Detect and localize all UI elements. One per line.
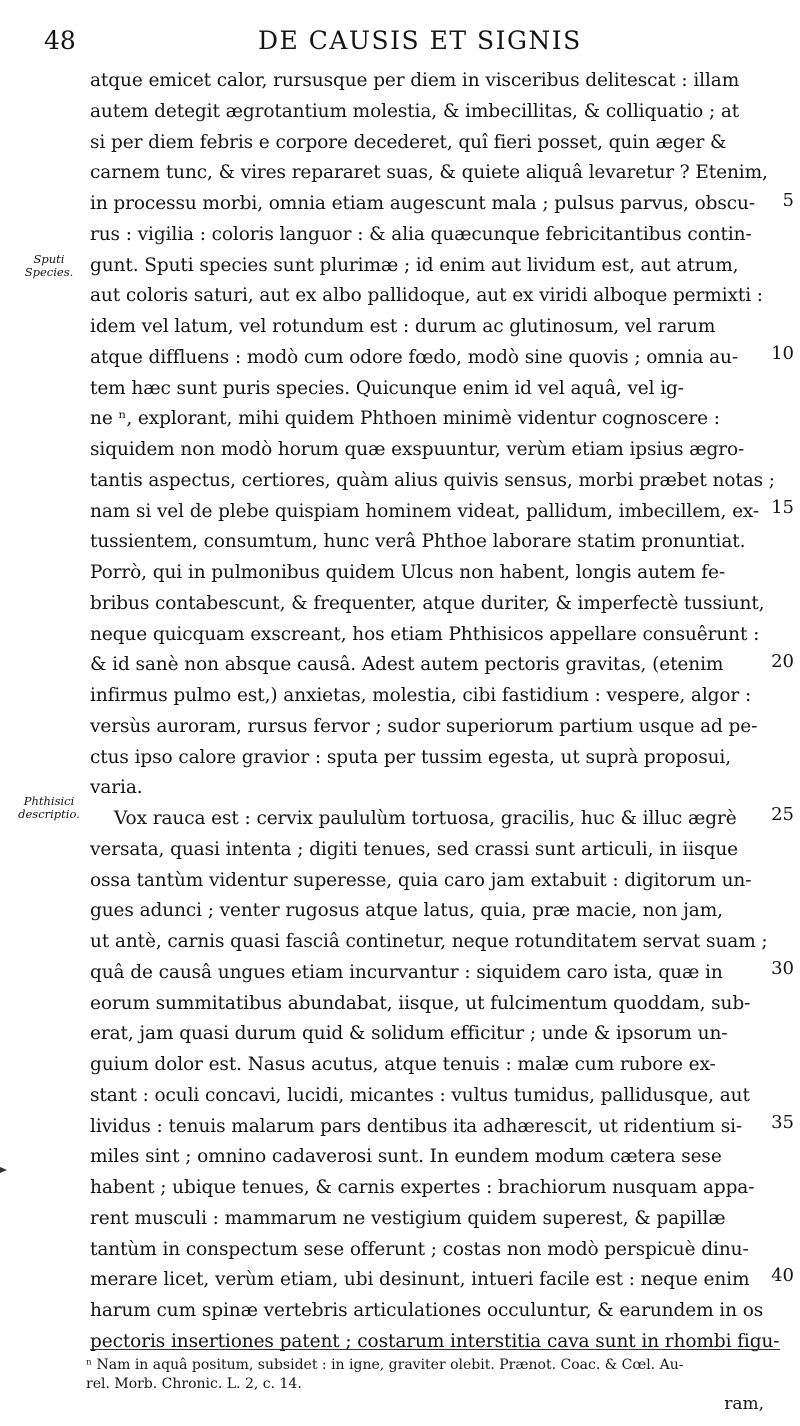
text-line: tussientem, consumtum, hunc verâ Phthoe laborare statim pronuntiat.: [90, 531, 746, 553]
text-line: varia.: [90, 777, 143, 799]
text-line: tantis aspectus, certiores, quàm alius quivis sensus, morbi præbet notas ;: [90, 469, 775, 491]
margin-arrow-mark: [0, 1167, 7, 1173]
text-line: eorum summitatibus abundabat, iisque, ut fulcimentum quoddam, sub-: [90, 992, 751, 1014]
text-line: aut coloris saturi, aut ex albo pallidoque, aut ex viridi alboque permixti :: [90, 285, 763, 307]
footnote-line: ⁿ Nam in aquâ positum, subsidet : in igne, graviter olebit. Prænot. Coac. & Cœl. Au-: [86, 1357, 684, 1373]
text-line: stant : oculi concavi, lucidi, micantes : vultus tumidus, pallidusque, aut: [90, 1084, 750, 1106]
text-line: versùs auroram, rursus fervor ; sudor superiorum partium usque ad pe-: [90, 715, 758, 737]
text-line: infirmus pulmo est,) anxietas, molestia, cibi fastidium : vespere, algor :: [90, 685, 752, 706]
text-line: merare licet, verùm etiam, ubi desinunt, intueri facile est : neque enim: [90, 1269, 750, 1291]
text-line: gues adunci ; venter rugosus atque latus, quia, præ macie, non jam,: [90, 900, 723, 922]
text-line: pectoris insertiones patent ; costarum interstitia cava sunt in rhombi figu-: [90, 1330, 780, 1352]
text-line: guium dolor est. Nasus acutus, atque tenuis : malæ cum rubore ex-: [90, 1054, 716, 1075]
line-number: 20: [771, 651, 794, 672]
text-line: harum cum spinæ vertebris articulationes occuluntur, & earundem in os: [90, 1300, 764, 1321]
margin-note-sputi-species: Sputi Species.: [24, 252, 74, 279]
text-line: ut antè, carnis quasi fasciâ continetur, neque rotunditatem servat suam ;: [90, 931, 768, 952]
text-line: neque quicquam exscreant, hos etiam Phthisicos appellare consuêrunt :: [90, 623, 760, 645]
text-line: rus : vigilia : coloris languor : & alia quæcunque febricitantibus contin-: [90, 223, 752, 245]
text-line: idem vel latum, vel rotundum est : durum ac glutinosum, vel rarum: [90, 316, 716, 337]
running-head: DE CAUSIS ET SIGNIS: [258, 26, 582, 55]
body-text: [90, 66, 780, 1358]
text-line: in processu morbi, omnia etiam augescunt mala ; pulsus parvus, obscu-: [90, 193, 755, 214]
text-line: ctus ipso calore gravior : sputa per tussim egesta, ut suprà proposui,: [90, 746, 732, 768]
text-line: atque emicet calor, rursusque per diem in visceribus delitescat : illam: [90, 70, 740, 91]
text-line: miles sint ; omnino cadaverosi sunt. In eundem modum cætera sese: [90, 1146, 722, 1168]
text-line: & id sanè non absque causâ. Adest autem pectoris gravitas, (etenim: [90, 654, 724, 676]
text-line: gunt. Sputi species sunt plurimæ ; id enim aut lividum est, aut atrum,: [90, 254, 739, 276]
footnote-rule: [90, 1349, 780, 1350]
text-line: bribus contabescunt, & frequenter, atque duriter, & imperfectè tussiunt,: [90, 592, 765, 614]
text-line: quâ de causâ ungues etiam incurvantur : siquidem caro ista, quæ in: [90, 961, 723, 983]
text-line: versata, quasi intenta ; digiti tenues, sed crassi sunt articuli, in iisque: [90, 838, 738, 860]
line-number: 10: [771, 343, 794, 364]
margin-note-phthisici-descriptio: Phthisici descriptio.: [18, 794, 80, 821]
line-number: 40: [771, 1265, 794, 1286]
line-number: 30: [771, 958, 794, 979]
text-line: siquidem non modò horum quæ exspuuntur, verùm etiam ipsius ægro-: [90, 439, 745, 460]
text-line: erat, jam quasi durum quid & solidum efficitur ; unde & ipsorum un-: [90, 1023, 728, 1045]
page-number: 48: [44, 26, 76, 55]
text-line: ne ⁿ, explorant, mihi quidem Phthoen minimè videntur cognoscere :: [90, 408, 720, 430]
text-line: ossa tantùm videntur superesse, quia caro jam extabuit : digitorum un-: [90, 869, 752, 891]
line-number: 25: [771, 804, 794, 825]
text-line: nam si vel de plebe quispiam hominem videat, pallidum, imbecillem, ex-: [90, 500, 760, 522]
text-line: Porrò, qui in pulmonibus quidem Ulcus non habent, longis autem fe-: [90, 562, 726, 583]
text-line: tantùm in conspectum sese offerunt ; costas non modò perspicuè dinu-: [90, 1238, 749, 1260]
text-line: habent ; ubique tenues, & carnis expertes : brachiorum nusquam appa-: [90, 1177, 755, 1198]
text-line: carnem tunc, & vires repararet suas, & quiete aliquâ levaretur ? Etenim,: [90, 162, 768, 184]
text-line: autem detegit ægrotantium molestia, & imbecillitas, & colliquatio ; at: [90, 100, 740, 122]
line-number: 15: [771, 497, 794, 518]
text-line: atque diffluens : modò cum odore fœdo, modò sine quovis ; omnia au-: [90, 346, 738, 368]
text-line: Vox rauca est : cervix paululùm tortuosa, gracilis, huc & illuc ægrè: [114, 808, 737, 829]
text-line: tem hæc sunt puris species. Quicunque enim id vel aquâ, vel ig-: [90, 377, 684, 399]
footnote-line: rel. Morb. Chronic. L. 2, c. 14.: [86, 1376, 302, 1392]
line-number: 35: [771, 1112, 794, 1133]
line-number: 5: [782, 190, 794, 211]
catchword: ram,: [724, 1394, 764, 1414]
text-line: si per diem febris e corpore decederet, quî fieri posset, quin æger &: [90, 131, 727, 153]
text-line: rent musculi : mammarum ne vestigium quidem superest, & papillæ: [90, 1207, 726, 1229]
text-line: lividus : tenuis malarum pars dentibus ita adhærescit, ut ridentium si-: [90, 1115, 743, 1137]
